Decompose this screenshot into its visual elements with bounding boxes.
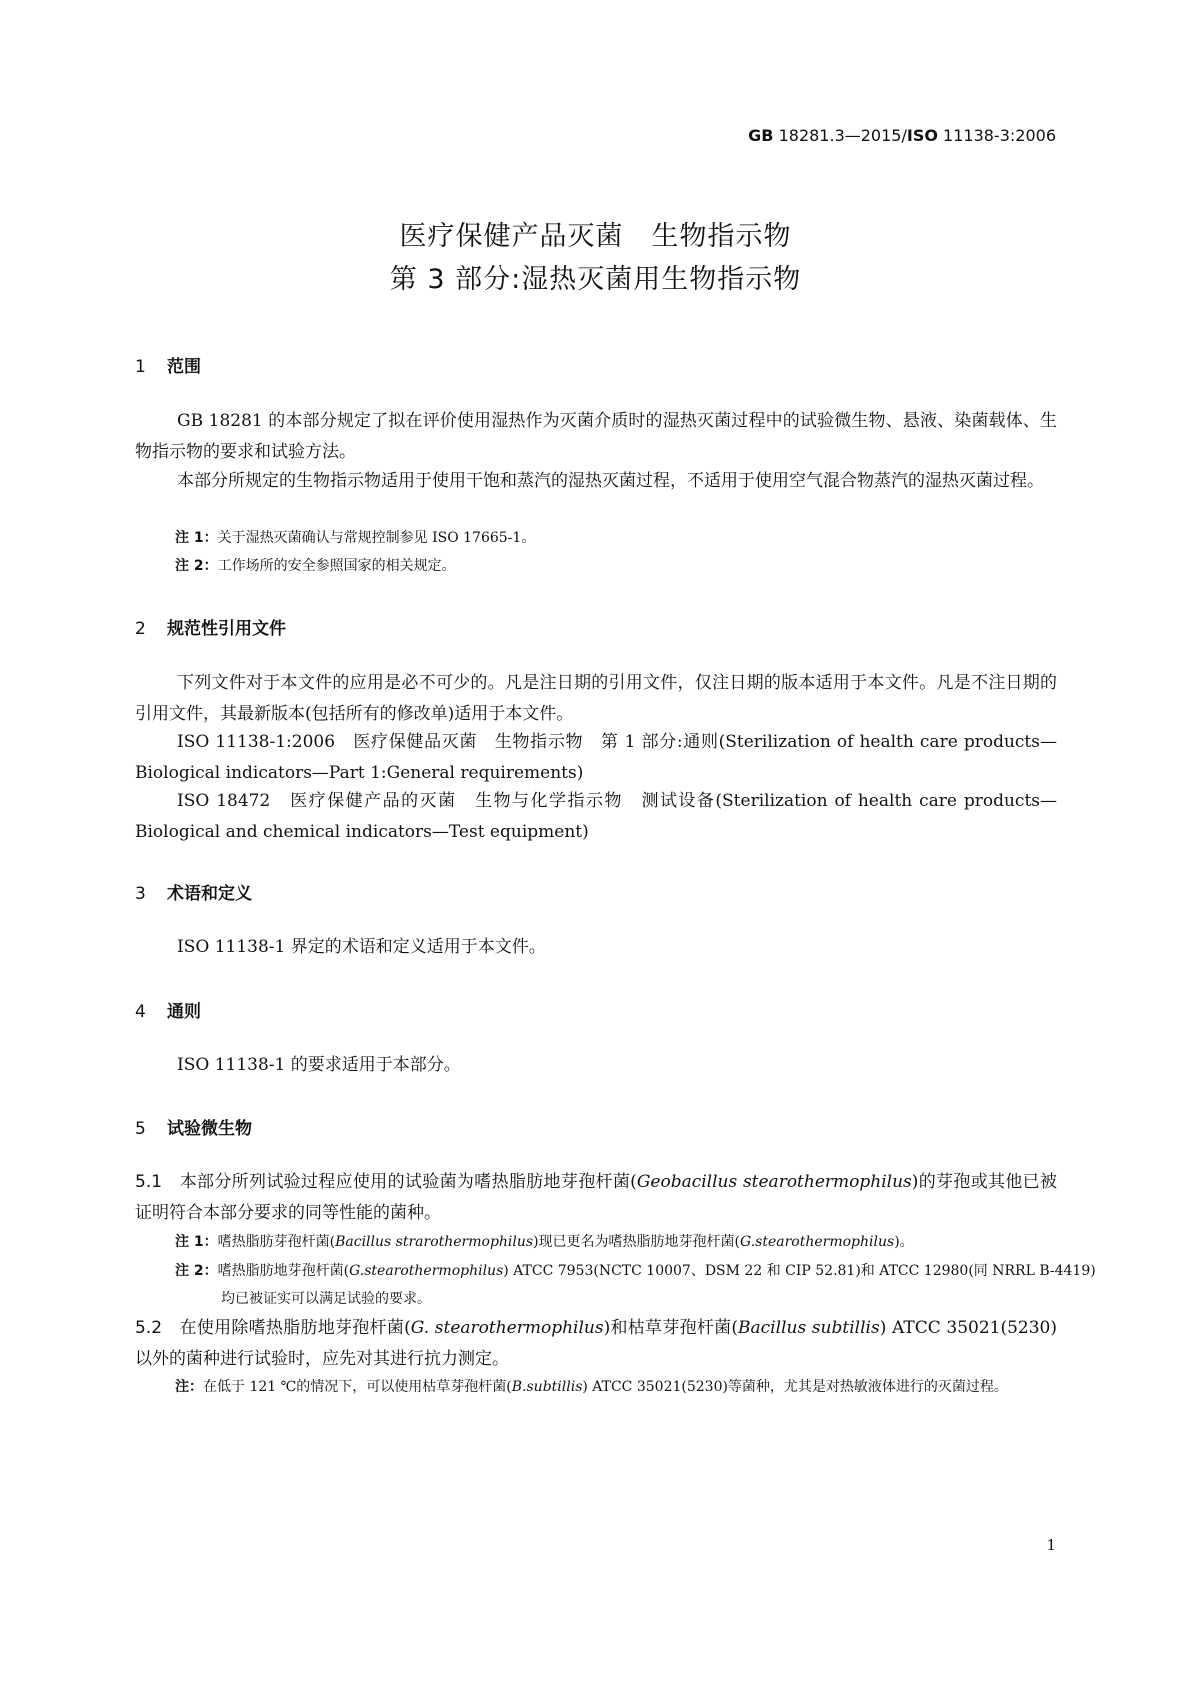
- section-title: 规范性引用文件: [167, 619, 286, 639]
- normative-reference-2: ISO 18472 医疗保健产品的灭菌 生物与化学指示物 测试设备(Sterilization of health care products—Biological and chemical indicators—Test equipment): [135, 791, 1057, 842]
- section-title: 试验微生物: [167, 1119, 252, 1139]
- std-code: 18281.3—2015/: [778, 126, 907, 145]
- section-1-note-1: [175, 524, 1057, 552]
- note-text: 在低于 121 ℃的情况下，可以使用枯草芽孢杆菌(: [203, 1379, 512, 1395]
- section-1-heading: [135, 352, 201, 377]
- standard-code: [748, 126, 1056, 145]
- note-label: 注 1：: [175, 1234, 218, 1250]
- clause-5-2: [135, 1313, 1057, 1375]
- clause-text: 本部分所列试验过程应使用的试验菌为嗜热脂肪地芽孢杆菌(: [179, 1172, 637, 1192]
- clause-5-2-note: [175, 1373, 1103, 1401]
- section-number: 2: [135, 619, 146, 639]
- title-line-2: 第 3 部分:湿热灭菌用生物指示物: [389, 264, 802, 295]
- section-3-paragraph-1: ISO 11138-1 界定的术语和定义适用于本文件。: [177, 937, 546, 957]
- note-label: 注 2：: [175, 1263, 218, 1279]
- std-iso-prefix: ISO: [906, 126, 938, 145]
- note-text: 嗜热脂肪芽孢杆菌(: [217, 1234, 336, 1250]
- clause-text: ) ATCC 35021(5230)以外的菌种进行试验时，应先对其进行抗力测定。: [135, 1318, 1057, 1369]
- section-1-note-2: [175, 552, 1057, 580]
- note-text: ) ATCC 35021(5230)等菌种，尤其是对热敏液体进行的灭菌过程。: [582, 1379, 1008, 1395]
- clause-text: )的芽孢或其他已被证明符合本部分要求的同等性能的菌种。: [135, 1172, 1058, 1223]
- note-label: 注 2：: [175, 558, 218, 574]
- section-1-paragraph-1: GB 18281 的本部分规定了拟在评价使用湿热作为灭菌介质时的湿热灭菌过程中的试验微生物、悬液、染菌载体、生物指示物的要求和试验方法。: [135, 411, 1057, 462]
- clause-5-1: [135, 1167, 1057, 1229]
- species-name: G.stearothermophilus: [349, 1263, 504, 1279]
- species-name: B.subtillis: [511, 1379, 583, 1395]
- species-name: Bacillus subtillis: [738, 1318, 880, 1338]
- note-text: 嗜热脂肪地芽孢杆菌(: [217, 1263, 350, 1279]
- species-name: Geobacillus stearothermophilus: [636, 1172, 912, 1192]
- note-label: 注：: [175, 1379, 203, 1395]
- clause-5-1-note-2: [175, 1257, 1103, 1313]
- section-title: 范围: [167, 357, 201, 377]
- section-title: 术语和定义: [167, 884, 252, 904]
- note-text: )。: [894, 1234, 914, 1250]
- clause-number: 5.1: [135, 1172, 163, 1192]
- section-number: 4: [135, 1002, 146, 1022]
- title-line-1: 医疗保健产品灭菌 生物指示物: [399, 221, 792, 252]
- section-number: 1: [135, 357, 146, 377]
- section-3-heading: [135, 879, 252, 904]
- section-4-heading: [135, 997, 201, 1022]
- section-4-paragraph-1: ISO 11138-1 的要求适用于本部分。: [177, 1055, 461, 1075]
- clause-text: 在使用除嗜热脂肪地芽孢杆菌(: [179, 1318, 411, 1338]
- note-text: ) ATCC 7953(NCTC 10007、DSM 22 和 CIP 52.81)和 ATCC 12980(同 NRRL B-4419)均已被证实可以满足试验的要求。: [221, 1263, 1096, 1307]
- note-label: 注 1：: [175, 530, 218, 546]
- section-number: 3: [135, 884, 146, 904]
- normative-reference-1: ISO 11138-1:2006 医疗保健品灭菌 生物指示物 第 1 部分:通则(Sterilization of health care products—Biological indicators—Part 1:General requirements): [135, 732, 1057, 783]
- section-number: 5: [135, 1119, 146, 1139]
- section-1-paragraph-2: 本部分所规定的生物指示物适用于使用干饱和蒸汽的湿热灭菌过程，不适用于使用空气混合物蒸汽的湿热灭菌过程。: [177, 471, 1044, 491]
- page-number: 1: [1046, 1536, 1056, 1554]
- note-text: )现已更名为嗜热脂肪地芽孢杆菌(: [533, 1234, 741, 1250]
- species-name: G.stearothermophilus: [740, 1234, 895, 1250]
- std-iso-code: 11138-3:2006: [943, 126, 1056, 145]
- section-2-paragraph-1: 下列文件对于本文件的应用是必不可少的。凡是注日期的引用文件，仅注日期的版本适用于本文件。凡是不注日期的引用文件，其最新版本(包括所有的修改单)适用于本文件。: [135, 673, 1057, 724]
- std-prefix: GB: [748, 126, 774, 145]
- section-5-heading: [135, 1114, 252, 1139]
- clause-5-1-note-1: [175, 1228, 1057, 1256]
- note-text: 工作场所的安全参照国家的相关规定。: [217, 558, 456, 574]
- species-name: Bacillus strarothermophilus: [335, 1234, 534, 1250]
- section-2-heading: [135, 614, 286, 639]
- clause-number: 5.2: [135, 1318, 163, 1338]
- section-title: 通则: [167, 1002, 201, 1022]
- species-name: G. stearothermophilus: [410, 1318, 604, 1338]
- note-text: 关于湿热灭菌确认与常规控制参见 ISO 17665-1。: [217, 530, 536, 546]
- clause-text: )和枯草芽孢杆菌(: [603, 1318, 739, 1338]
